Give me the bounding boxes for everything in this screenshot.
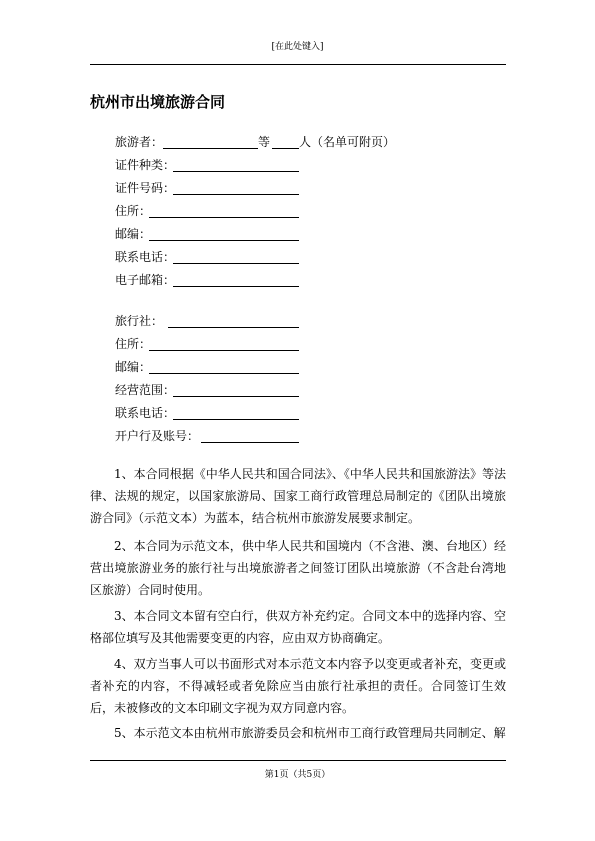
agency-bank-label: 开户行及账号： bbox=[115, 429, 200, 443]
tourist-email-field[interactable] bbox=[115, 271, 305, 289]
agency-phone-blank[interactable] bbox=[173, 419, 299, 420]
tourist-name-blank[interactable] bbox=[163, 148, 258, 149]
note-paragraph-4: 4、双方当事人可以书面形式对本示范文本内容予以变更或者补充，变更或者补充的内容，不得减轻或者免除应当由旅行社承担的责任。合同签订生效后，未被修改的文本印刷文字视为双方同意内容。 bbox=[90, 657, 506, 715]
tourist-count-blank[interactable] bbox=[272, 148, 299, 149]
header-divider bbox=[90, 64, 506, 65]
footer-divider bbox=[90, 760, 506, 761]
agency-phone-field[interactable] bbox=[115, 404, 305, 422]
id-type-blank[interactable] bbox=[173, 171, 299, 172]
agency-postcode-blank[interactable] bbox=[149, 373, 299, 374]
agency-name-label: 旅行社： bbox=[115, 314, 164, 328]
id-number-field[interactable] bbox=[115, 179, 305, 197]
id-type-field[interactable] bbox=[115, 156, 305, 174]
tourist-name-field[interactable] bbox=[115, 133, 475, 151]
note-paragraph-3: 3、本合同文本留有空白行，供双方补充约定。合同文本中的选择内容、空格部位填写及其他需要变更的内容，应由双方协商确定。 bbox=[90, 609, 506, 645]
tourist-name-label: 旅游者： bbox=[115, 135, 164, 149]
tourist-count-prefix: 等 bbox=[258, 135, 271, 149]
agency-name-field[interactable] bbox=[115, 312, 305, 330]
note-paragraph-2: 2、本合同为示范文本，供中华人民共和国境内（不含港、澳、台地区）经营出境旅游业务的旅行社与出境旅游者之间签订团队出境旅游（不含赴台湾地区旅游）合同时使用。 bbox=[90, 539, 506, 597]
tourist-count-suffix: 人（名单可附页） bbox=[299, 135, 396, 149]
agency-phone-label: 联系电话： bbox=[115, 406, 176, 420]
agency-bank-field[interactable] bbox=[115, 427, 305, 445]
agency-scope-label: 经营范围： bbox=[115, 383, 176, 397]
page-header: [在此处键入] bbox=[271, 42, 324, 52]
agency-scope-blank[interactable] bbox=[173, 396, 299, 397]
tourist-postcode-blank[interactable] bbox=[149, 240, 299, 241]
id-type-label: 证件种类： bbox=[115, 158, 176, 172]
agency-postcode-field[interactable] bbox=[115, 358, 305, 376]
tourist-phone-blank[interactable] bbox=[173, 263, 299, 264]
tourist-postcode-field[interactable] bbox=[115, 225, 305, 243]
note-paragraph-5: 5、本示范文本由杭州市旅游委员会和杭州市工商行政管理局共同制定、解 bbox=[114, 726, 506, 740]
tourist-address-label: 住所： bbox=[115, 204, 152, 218]
tourist-phone-label: 联系电话： bbox=[115, 250, 176, 264]
agency-postcode-label: 邮编： bbox=[115, 360, 152, 374]
agency-address-label: 住所： bbox=[115, 337, 152, 351]
tourist-email-label: 电子邮箱： bbox=[115, 273, 176, 287]
note-paragraph-1: 1、本合同根据《中华人民共和国合同法》、《中华人民共和国旅游法》等法律、法规的规定，以国家旅游局、国家工商行政管理总局制定的《团队出境旅游合同》（示范文本）为蓝本，结合杭州市旅游发展要求制定。 bbox=[90, 467, 506, 525]
document-title: 杭州市出境旅游合同 bbox=[90, 93, 226, 111]
page-number: 第1页（共5页） bbox=[264, 770, 331, 780]
agency-bank-blank[interactable] bbox=[201, 442, 299, 443]
tourist-phone-field[interactable] bbox=[115, 248, 305, 266]
id-number-label: 证件号码： bbox=[115, 181, 176, 195]
tourist-address-field[interactable] bbox=[115, 202, 305, 220]
agency-name-blank[interactable] bbox=[168, 327, 299, 328]
agency-address-field[interactable] bbox=[115, 335, 305, 353]
tourist-email-blank[interactable] bbox=[173, 286, 299, 287]
agency-scope-field[interactable] bbox=[115, 381, 305, 399]
id-number-blank[interactable] bbox=[173, 194, 299, 195]
tourist-address-blank[interactable] bbox=[149, 217, 299, 218]
tourist-postcode-label: 邮编： bbox=[115, 227, 152, 241]
agency-address-blank[interactable] bbox=[149, 350, 299, 351]
